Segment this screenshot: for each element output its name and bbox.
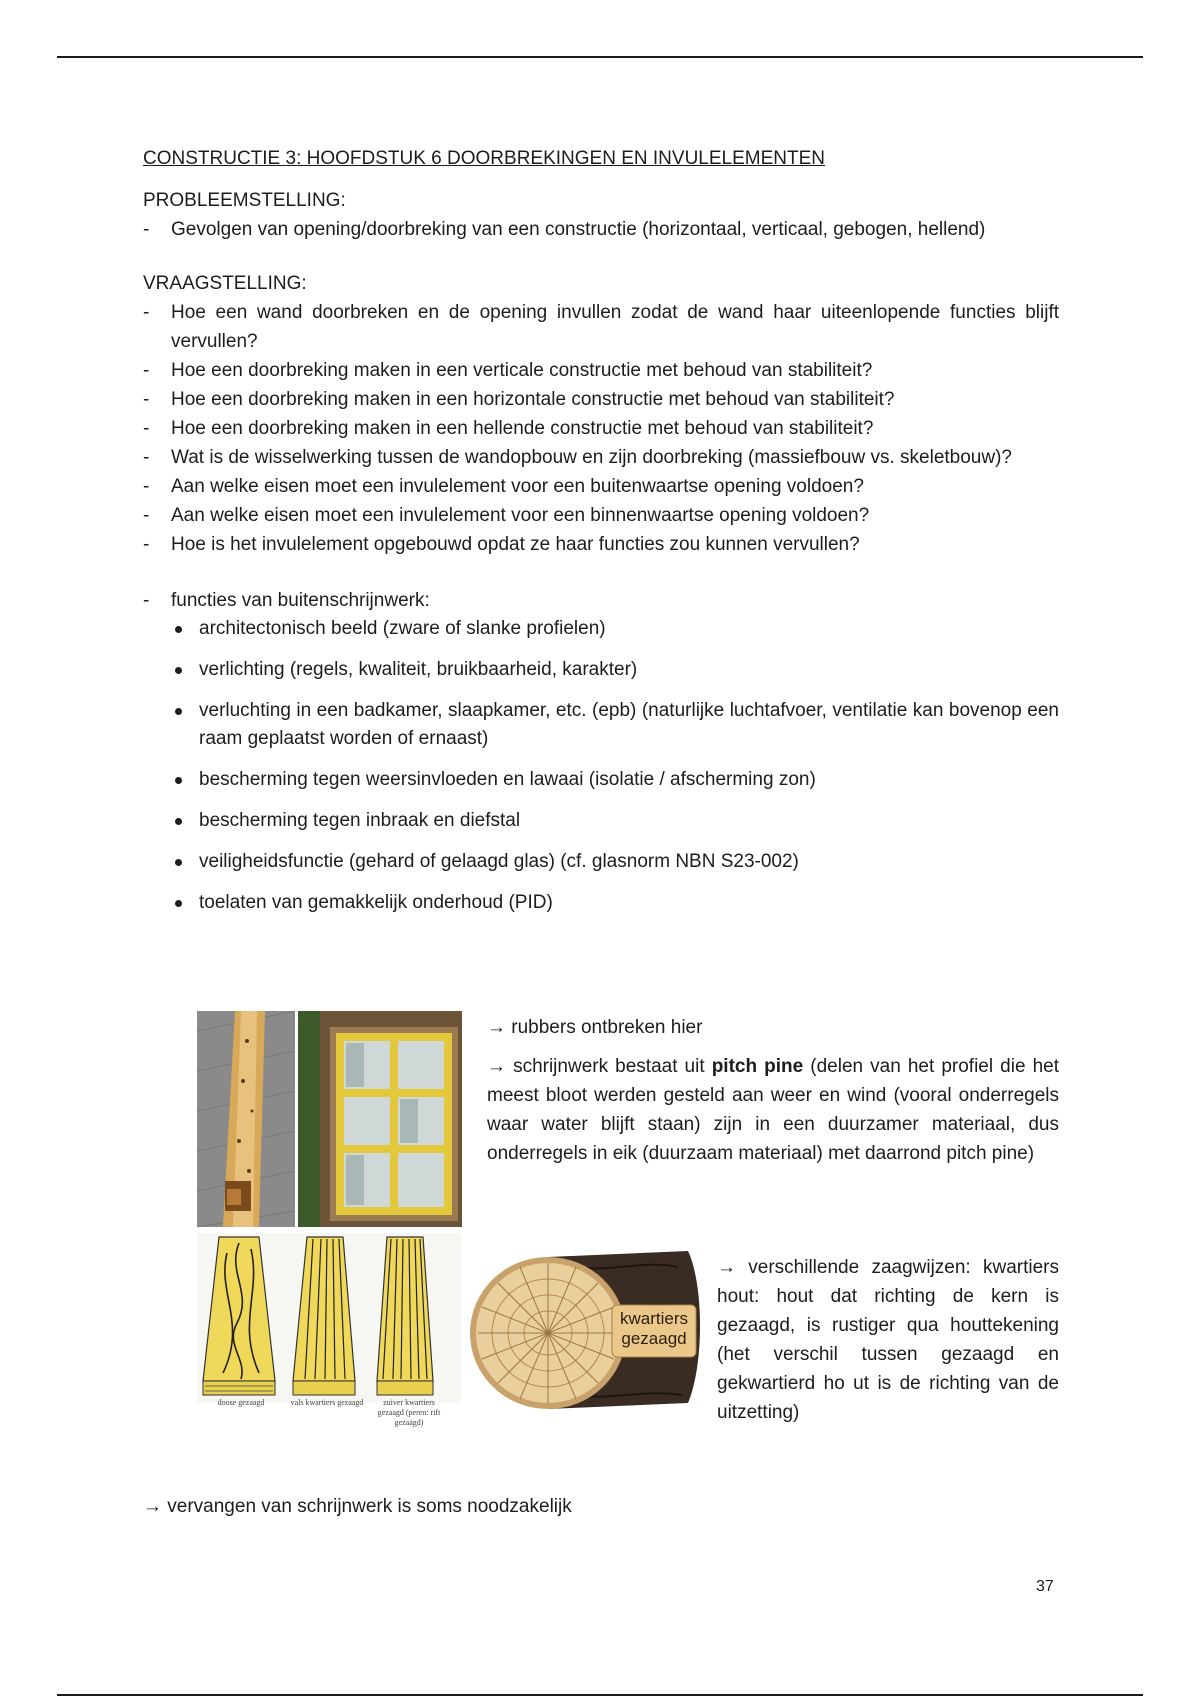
problem-list [143, 215, 1059, 244]
list-item: - Hoe is het invulelement opgebouwd opdat ze haar functies zou kunnen vervullen? [143, 530, 1059, 559]
footer-rule [57, 1694, 1143, 1696]
functions-list [143, 615, 1059, 917]
note-replace: → vervangen van schrijnwerk is soms noodzakelijk [143, 1496, 572, 1517]
list-item: bescherming tegen weersinvloeden en lawaai (isolatie / afscherming zon) [171, 766, 1059, 794]
note-pitch-suffix: (delen van het profiel die het meest bloot werden gesteld aan weer en wind (vooral onderregels waar water blijft staan) zijn in een duurzamer materiaal, dus onderregels in eik (duurzaam materiaal) met daarrond pitch pine) [487, 1056, 1059, 1164]
quarter-sawn-plank [377, 1237, 433, 1381]
list-item: - Hoe een wand doorbreken en de opening invullen zodat de wand haar uiteenlopende functies blijft vervullen? [143, 298, 1059, 356]
page-number: 37 [1036, 1578, 1054, 1595]
list-item: - Wat is de wisselwerking tussen de wandopbouw en zijn doorbreking (massiefbouw vs. skeletbouw)? [143, 443, 1059, 472]
list-item: verlichting (regels, kwaliteit, bruikbaarheid, karakter) [171, 656, 1059, 684]
log-label-line1: kwartiers [619, 1309, 688, 1328]
note-saw-methods: → verschillende zaagwijzen: kwartiers hout: hout dat richting de kern is gezaagd, is rustiger qua houttekening (het verschil tussen gezaagd en gekwartierd ho ut is de richting van de uitzetting) [717, 1257, 1059, 1423]
list-item: veiligheidsfunctie (gehard of gelaagd glas) (cf. glasnorm NBN S23-002) [171, 848, 1059, 876]
plank-caption: vals kwartiers gezaagd [290, 1398, 364, 1407]
problem-label: PROBLEEMSTELLING: [143, 190, 346, 211]
list-item: toelaten van gemakkelijk onderhoud (PID) [171, 889, 1059, 917]
note-rubbers: → rubbers ontbreken hier [487, 1017, 703, 1038]
list-item: - Aan welke eisen moet een invulelement voor een binnenwaartse opening voldoen? [143, 501, 1059, 530]
log-label-line2: gezaagd [621, 1329, 687, 1348]
question-list [143, 298, 1059, 559]
list-item: bescherming tegen inbraak en diefstal [171, 807, 1059, 835]
yellow-window-photo [298, 1011, 462, 1227]
list-item: - Hoe een doorbreking maken in een verticale constructie met behoud van stabiliteit? [143, 356, 1059, 385]
rotten-beam-photo [197, 1011, 295, 1227]
page-title: CONSTRUCTIE 3: HOOFDSTUK 6 DOORBREKINGEN EN INVULELEMENTEN [143, 148, 825, 169]
question-label: VRAAGSTELLING: [143, 273, 307, 294]
note-pitch-pine [487, 1052, 1059, 1168]
header-rule [57, 56, 1143, 58]
list-item: - Gevolgen van opening/doorbreking van een constructie (horizontaal, verticaal, gebogen, hellend) [143, 215, 1059, 244]
list-item: - Hoe een doorbreking maken in een hellende constructie met behoud van stabiliteit? [143, 414, 1059, 443]
note-pitch-bold: pitch pine [711, 1056, 804, 1077]
list-item: verluchting in een badkamer, slaapkamer, etc. (epb) (naturlijke luchtafvoer, ventilatie kan bovenop een raam geplaatst worden of ernaast) [171, 697, 1059, 753]
list-item: - Hoe een doorbreking maken in een horizontale constructie met behoud van stabiliteit? [143, 385, 1059, 414]
functions-label: - functies van buitenschrijnwerk: [143, 586, 1059, 615]
list-item: - Aan welke eisen moet een invulelement voor een buitenwaartse opening voldoen? [143, 472, 1059, 501]
functions-heading-list [143, 586, 1059, 615]
note-pitch-prefix: → schrijnwerk bestaat uit [487, 1056, 712, 1077]
log-label [612, 1309, 696, 1349]
page-body [143, 144, 1059, 930]
list-item: architectonisch beeld (zware of slanke profielen) [171, 615, 1059, 643]
plank-cut-diagram [197, 1233, 461, 1403]
plank-caption: zuiver kwartiers gezaagd (peren: rift gezaagd) [377, 1398, 441, 1427]
plank-caption: doose gezaagd [217, 1398, 265, 1407]
